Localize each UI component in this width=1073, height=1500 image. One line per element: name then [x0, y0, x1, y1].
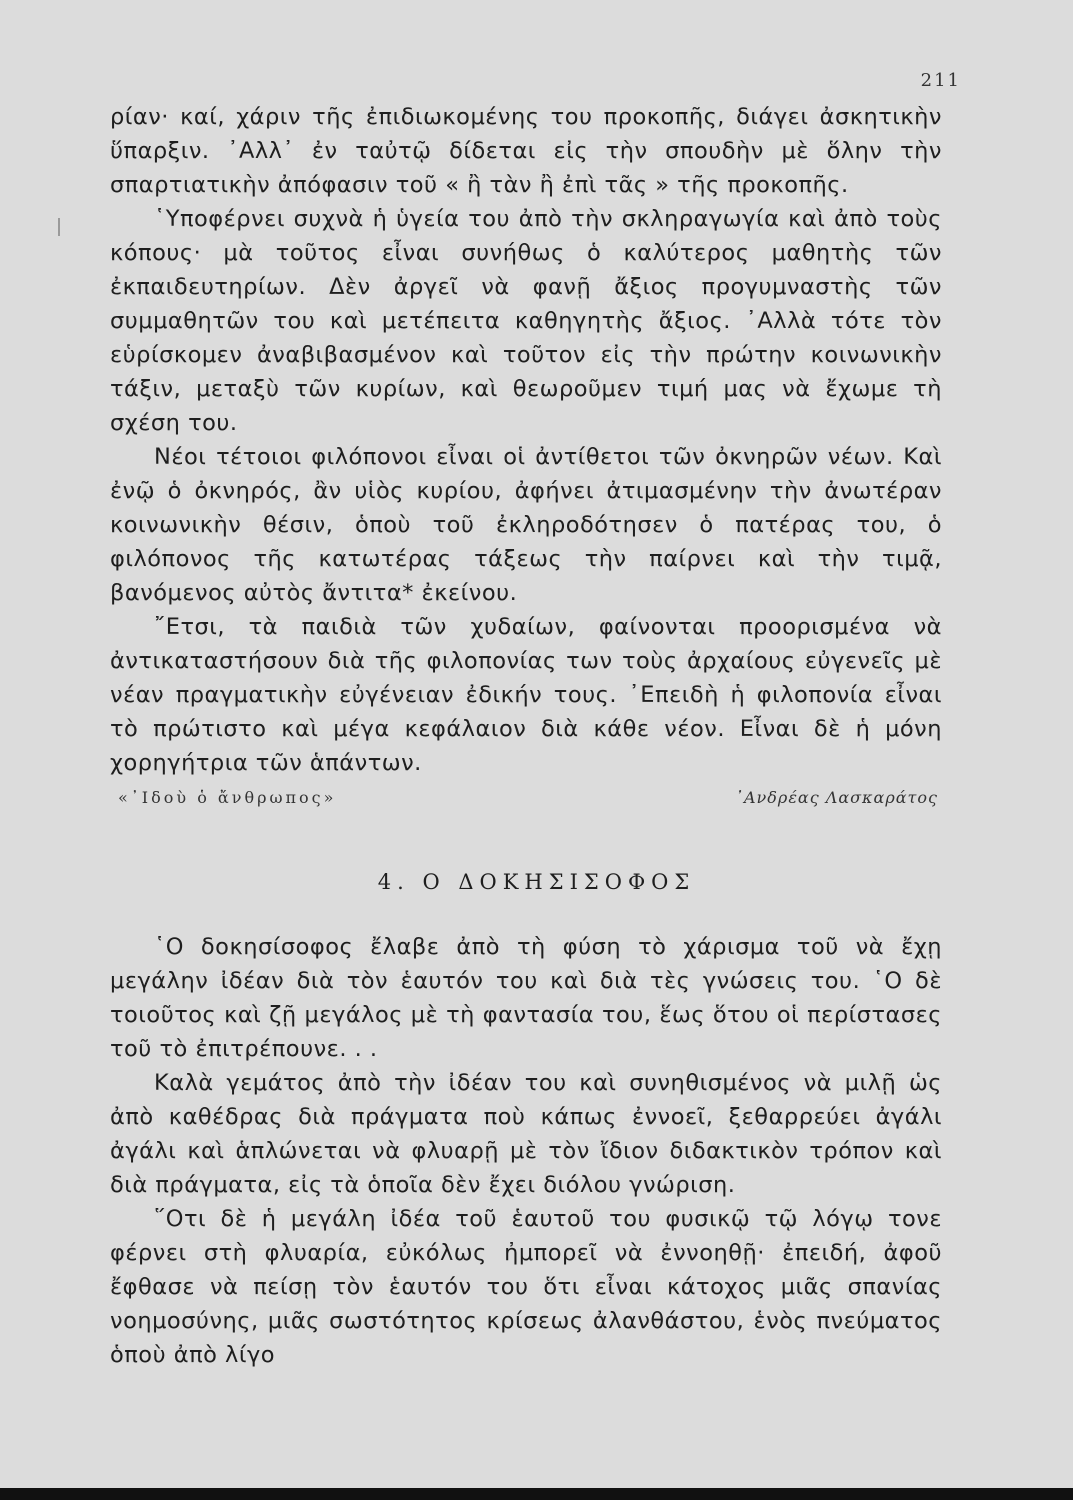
paragraph: ῎Ετσι, τὰ παιδιὰ τῶν χυδαίων, φαίνονται προορισμένα νὰ ἀντικαταστήσουν διὰ τῆς φιλοπονίας των τοὺς ἀρχαίους εὐγενεῖς μὲ νέαν πραγματικὴν εὐγένειαν ἐδικήν τους. ᾿Επειδὴ ἡ φιλοπονία εἶναι τὸ πρώτιστο καὶ μέγα κεφάλαιον διὰ κάθε νέον. Εἶναι δὲ ἡ μόνη χορηγήτρια τῶν ἁπάντων. [110, 614, 942, 776]
section-heading: 4. Ο ΔΟΚΗΣΙΣΟΦΟΣ [377, 870, 696, 894]
citation [118, 788, 938, 818]
text-block-upper [110, 100, 942, 780]
paragraph: ῾Υποφέρνει συχνὰ ἡ ὑγεία του ἀπὸ τὴν σκληραγωγία καὶ ἀπὸ τοὺς κόπους· μὰ τοῦτος εἶναι συνήθως ὁ καλύτερος μαθητὴς τῶν ἐκπαιδευτηρίων. Δὲν ἀργεῖ νὰ φανῇ ἄξιος προγυμναστὴς τῶν συμμαθητῶν του καὶ μετέπειτα καθηγητὴς ἄξιος. ᾿Αλλὰ τότε τὸν εὑρίσκομεν ἀναβιβασμένον καὶ τοῦτον εἰς τὴν πρώτην κοινωνικὴν τάξιν, μεταξὺ τῶν κυρίων, καὶ θεωροῦμεν τιμή μας νὰ ἔχωμε τὴ σχέση του. [110, 206, 942, 436]
citation-author: ᾿Ανδρέας Λασκαράτος [735, 788, 938, 807]
text-block-lower [110, 930, 942, 1372]
paragraph: ῞Οτι δὲ ἡ μεγάλη ἰδέα τοῦ ἑαυτοῦ του φυσικῷ τῷ λόγῳ τονε φέρνει στὴ φλυαρία, εὐκόλως ἠμπορεῖ νὰ ἐννοηθῇ· ἐπειδή, ἀφοῦ ἔφθασε νὰ πείσῃ τὸν ἑαυτόν του ὅτι εἶναι κάτοχος μιᾶς σπανίας νοημοσύνης, μιᾶς σωστότητος κρίσεως ἀλανθάστου, ἑνὸς πνεύματος ὁποὺ ἀπὸ λίγο [110, 1206, 942, 1368]
margin-mark [58, 218, 60, 236]
scan-edge-bar [0, 1488, 1073, 1500]
paragraph: ῾Ο δοκησίσοφος ἔλαβε ἀπὸ τὴ φύση τὸ χάρισμα τοῦ νὰ ἔχῃ μεγάλην ἰδέαν διὰ τὸν ἑαυτόν του καὶ διὰ τὲς γνώσεις του. ῾Ο δὲ τοιοῦτος καὶ ζῇ μεγάλος μὲ τὴ φαντασία του, ἕως ὅτου οἱ περίστασες τοῦ τὸ ἐπιτρέπουνε. . . [110, 934, 942, 1062]
paragraph: Νέοι τέτοιοι φιλόπονοι εἶναι οἱ ἀντίθετοι τῶν ὀκνηρῶν νέων. Καὶ ἐνῷ ὁ ὀκνηρός, ἂν υἱὸς κυρίου, ἀφήνει ἀτιμασμένην τὴν ἀνωτέραν κοινωνικὴν θέσιν, ὁποὺ τοῦ ἐκληροδότησεν ὁ πατέρας του, ὁ φιλόπονος τῆς κατωτέρας τάξεως τὴν παίρνει καὶ τὴν τιμᾷ, βανόμενος αὐτὸς ἄντιτα* ἐκείνου. [110, 444, 942, 606]
paragraph: ρίαν· καί, χάριν τῆς ἐπιδιωκομένης του προκοπῆς, διάγει ἀσκητικὴν ὕπαρξιν. ᾿Αλλ᾿ ἐν ταὐτῷ δίδεται εἰς τὴν σπουδὴν μὲ ὅλην τὴν σπαρτιατικὴν ἀπόφασιν τοῦ « ἢ τὰν ἢ ἐπὶ τᾶς » τῆς προκοπῆς. [110, 104, 942, 198]
paragraph: Καλὰ γεμάτος ἀπὸ τὴν ἰδέαν του καὶ συνηθισμένος νὰ μιλῇ ὡς ἀπὸ καθέδρας διὰ πράγματα ποὺ κάπως ἐννοεῖ, ξεθαρρεύει ἀγάλι ἀγάλι καὶ ἁπλώνεται νὰ φλυαρῇ μὲ τὸν ἴδιον διδακτικὸν τρόπον καὶ διὰ πράγματα, εἰς τὰ ὁποῖα δὲν ἔχει διόλου γνώριση. [110, 1070, 942, 1198]
citation-source: «᾿Ιδοὺ ὁ ἄνθρωπος» [118, 788, 337, 807]
page-number: 211 [920, 70, 961, 91]
